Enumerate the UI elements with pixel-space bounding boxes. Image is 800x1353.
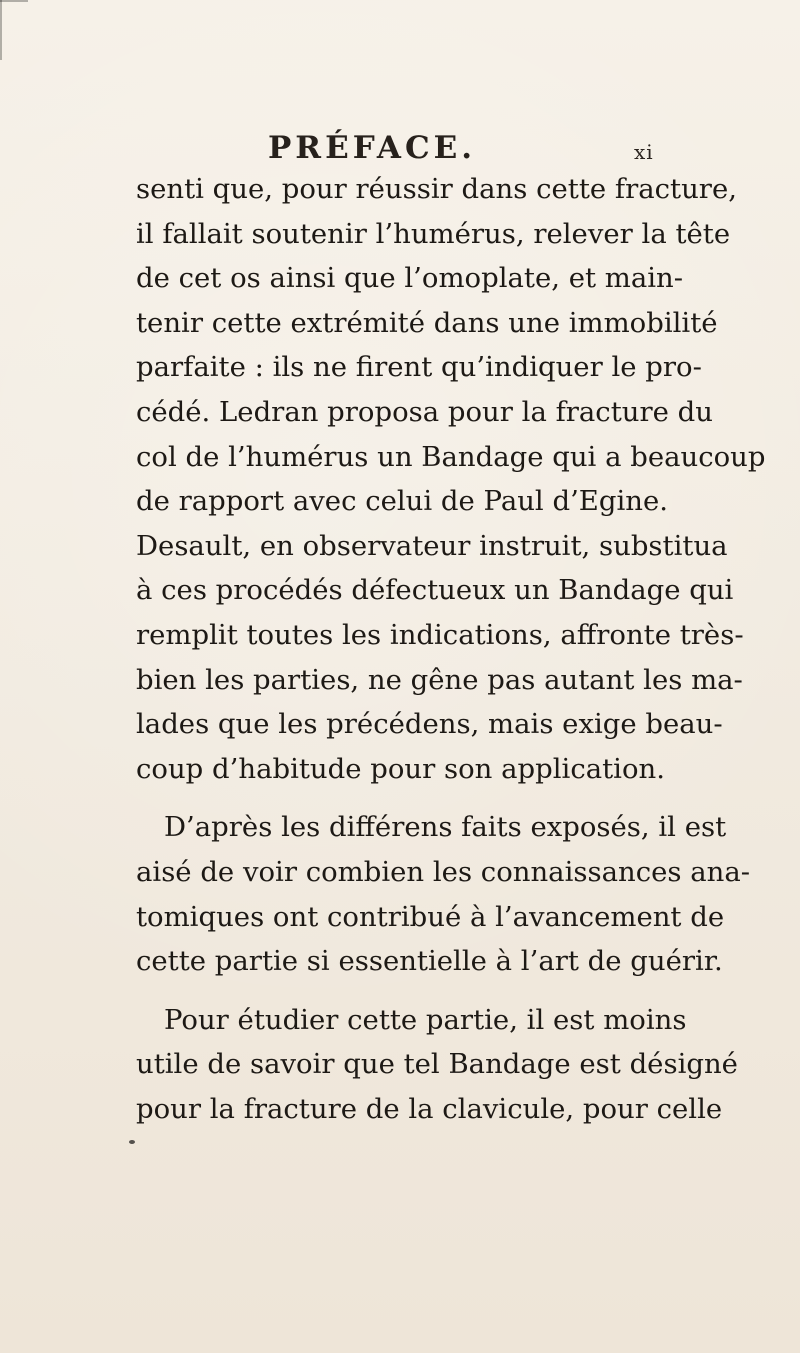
text-line: de cet os ainsi que l’omoplate, et main- <box>136 262 684 295</box>
text-line: pour la fracture de la clavicule, pour celle <box>136 1092 723 1125</box>
text-line: senti que, pour réussir dans cette fracture, <box>136 173 737 205</box>
text-line: remplit toutes les indications, affronte très- <box>136 618 744 651</box>
text-line: Pour étudier cette partie, il est moins <box>164 1003 687 1036</box>
running-head <box>0 130 800 170</box>
text-line: lades que les précédens, mais exige beau- <box>136 708 723 741</box>
paragraph-gap <box>136 791 660 805</box>
scan-edge-mark <box>0 0 2 60</box>
paragraph-gap <box>136 984 660 998</box>
text-line: utile de savoir que tel Bandage est désigné <box>136 1048 738 1081</box>
text-line: aisé de voir combien les connaissances ana- <box>136 855 751 888</box>
text-line: col de l’humérus un Bandage qui a beaucoup <box>136 440 766 473</box>
text-line: coup d’habitude pour son application. <box>136 752 665 785</box>
body-text <box>136 167 766 1131</box>
running-head-title: PRÉFACE. <box>268 130 477 166</box>
text-line: Desault, en observateur instruit, substitua <box>136 529 728 562</box>
text-line: cette partie si essentielle à l’art de guérir. <box>136 945 723 978</box>
text-line: il fallait soutenir l’humérus, relever la tête <box>136 217 731 250</box>
text-line: parfaite : ils ne firent qu’indiquer le pro- <box>136 351 702 384</box>
scan-edge-mark <box>0 0 28 2</box>
text-line: de rapport avec celui de Paul d’Egine. <box>136 485 669 518</box>
ink-speck <box>129 1140 135 1144</box>
text-line: D’après les différens faits exposés, il est <box>164 811 727 844</box>
text-line: tenir cette extrémité dans une immobilité <box>136 306 718 339</box>
text-line: cédé. Ledran proposa pour la fracture du <box>136 395 713 428</box>
text-line: tomiques ont contribué à l’avancement de <box>136 900 725 933</box>
page-number: xi <box>634 140 654 164</box>
text-line: bien les parties, ne gêne pas autant les ma- <box>136 663 743 696</box>
text-line: à ces procédés défectueux un Bandage qui <box>136 574 734 607</box>
